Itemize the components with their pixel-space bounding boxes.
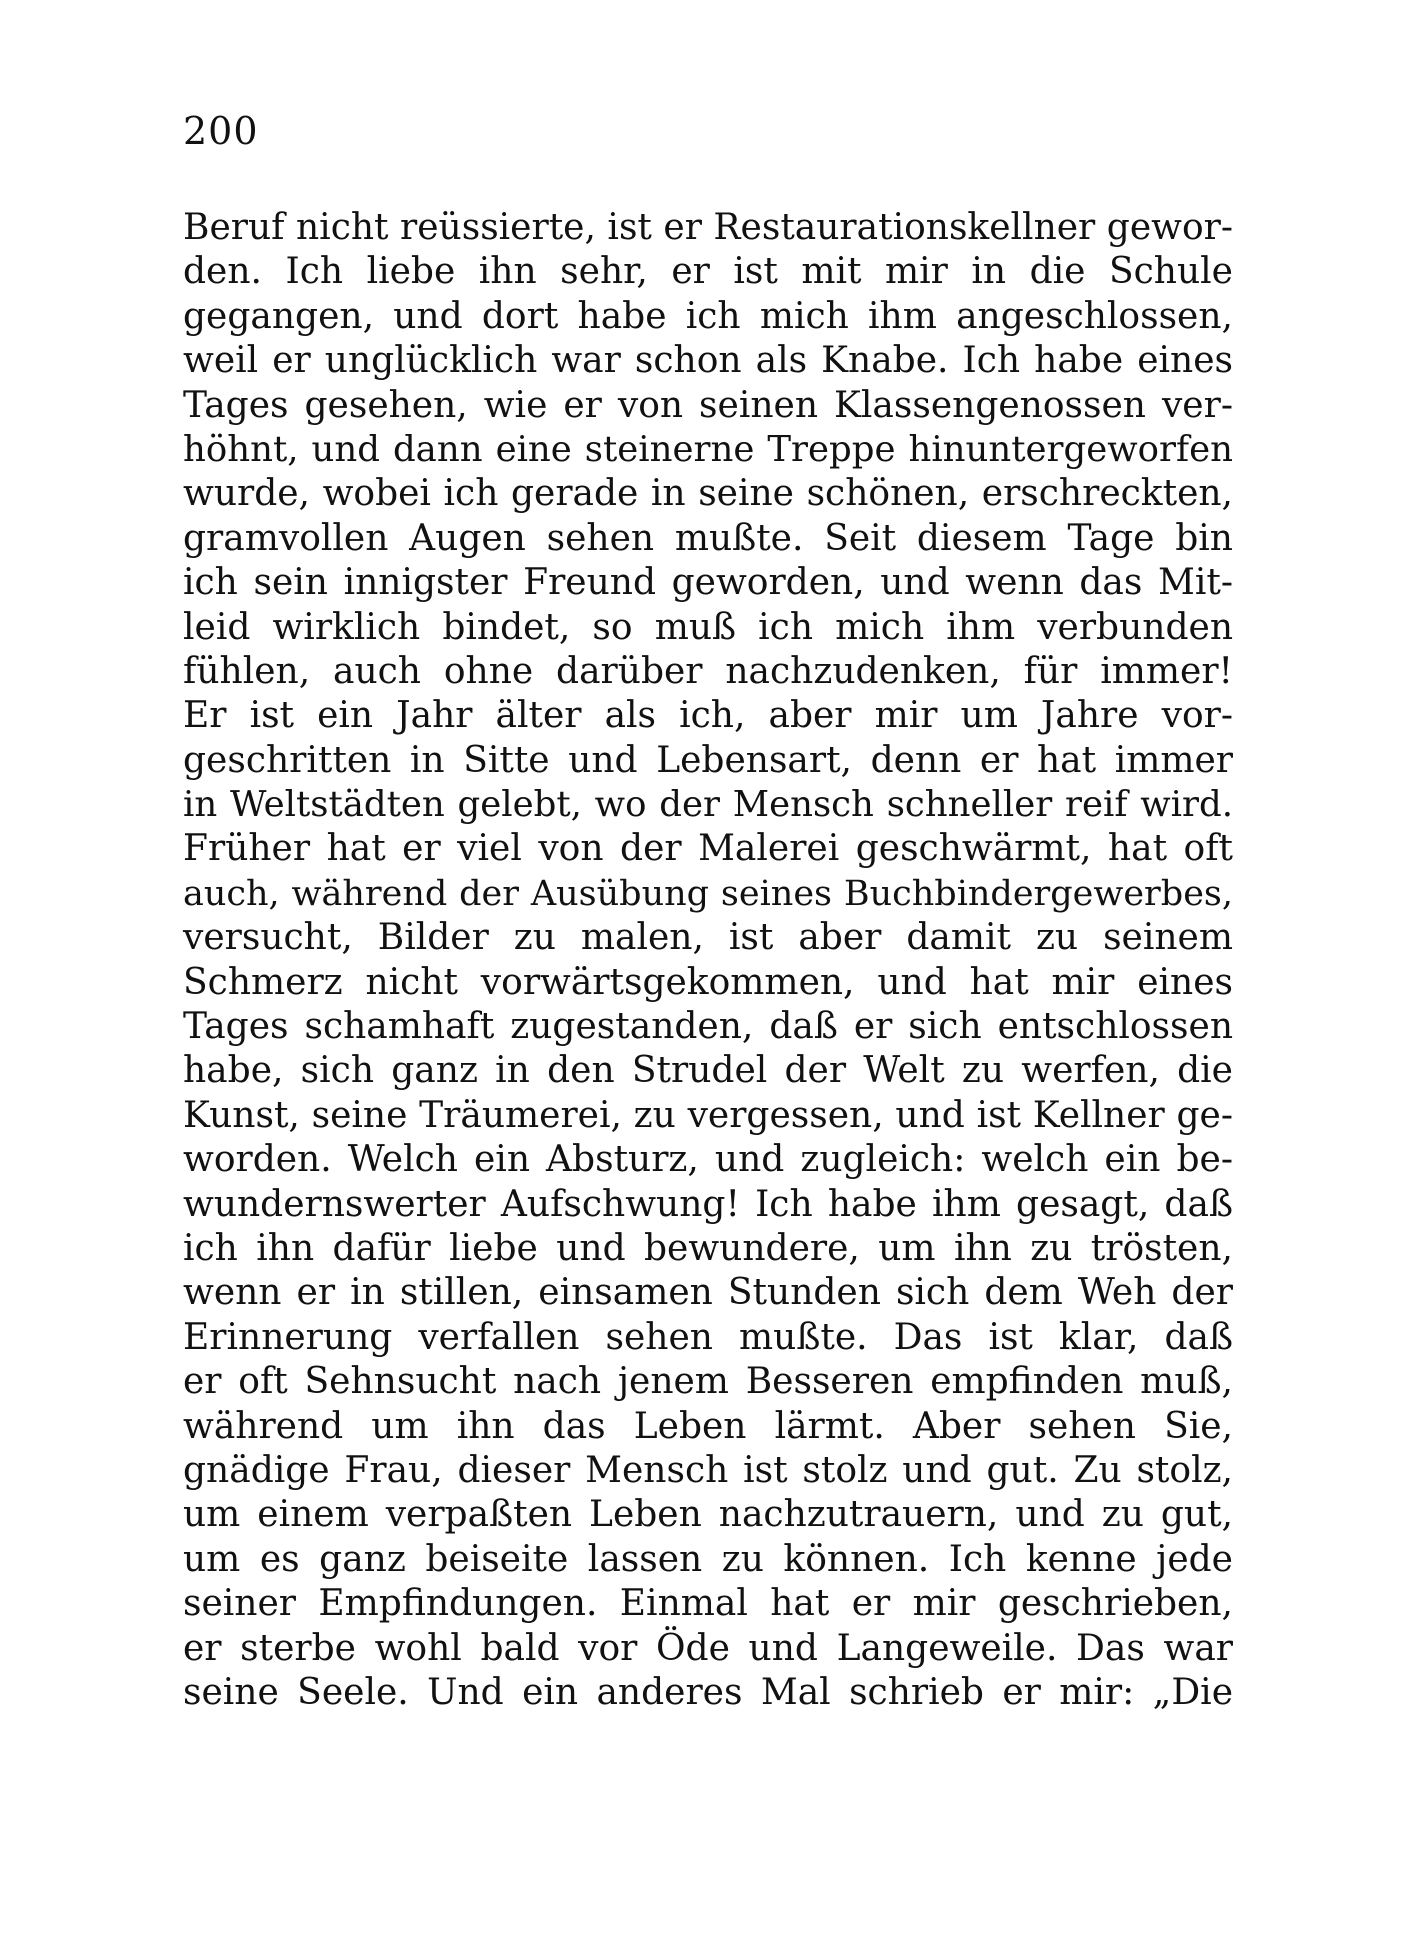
text-line: wundernswerter Aufschwung! Ich habe ihm gesagt, daß [183,1183,1233,1225]
page-number: 200 [183,109,259,153]
text-line: leid wirklich bindet, so muß ich mich ihm verbunden [183,606,1233,648]
text-line: um einem verpaßten Leben nachzutrauern, und zu gut, [183,1494,1233,1536]
body-text [183,206,1233,1715]
text-line: versucht, Bilder zu malen, ist aber damit zu seinem [183,917,1233,959]
text-line: um es ganz beiseite lassen zu können. Ich kenne jede [183,1538,1233,1580]
text-line: seine Seele. Und ein anderes Mal schrieb er mir: „Die [183,1671,1233,1713]
text-line: er sterbe wohl bald vor Öde und Langeweile. Das war [183,1627,1233,1669]
text-line: Kunst, seine Träumerei, zu vergessen, und ist Kellner ge- [183,1094,1233,1136]
text-line: habe, sich ganz in den Strudel der Welt zu werfen, die [183,1050,1233,1092]
text-line: fühlen, auch ohne darüber nachzudenken, für immer! [183,650,1233,692]
text-line: geschritten in Sitte und Lebensart, denn er hat immer [183,739,1233,781]
text-line: den. Ich liebe ihn sehr, er ist mit mir in die Schule [183,251,1233,293]
text-line: worden. Welch ein Absturz, und zugleich: welch ein be- [183,1139,1233,1181]
text-line: Tages schamhaft zugestanden, daß er sich entschlossen [183,1006,1233,1048]
text-line: Tages gesehen, wie er von seinen Klassengenossen ver- [183,384,1233,426]
text-line: seiner Empfindungen. Einmal hat er mir geschrieben, [183,1583,1233,1625]
text-line: während um ihn das Leben lärmt. Aber sehen Sie, [183,1405,1233,1447]
text-line: Früher hat er viel von der Malerei geschwärmt, hat oft [183,828,1233,870]
text-line: in Weltstädten gelebt, wo der Mensch schneller reif wird. [183,784,1233,826]
text-line: höhnt, und dann eine steinerne Treppe hinuntergeworfen [183,428,1233,470]
text-line: Schmerz nicht vorwärtsgekommen, und hat mir eines [183,961,1233,1003]
text-line: gnädige Frau, dieser Mensch ist stolz und gut. Zu stolz, [183,1449,1233,1491]
text-line: wenn er in stillen, einsamen Stunden sich dem Weh der [183,1272,1233,1314]
text-line: Beruf nicht reüssierte, ist er Restaurationskellner gewor- [183,207,1233,248]
text-line: gramvollen Augen sehen mußte. Seit diesem Tage bin [183,517,1233,559]
text-line: Erinnerung verfallen sehen mußte. Das ist klar, daß [183,1316,1233,1358]
text-line: weil er unglücklich war schon als Knabe. Ich habe eines [183,340,1233,382]
text-line: er oft Sehnsucht nach jenem Besseren empfinden muß, [183,1361,1233,1403]
text-line: Er ist ein Jahr älter als ich, aber mir um Jahre vor- [183,695,1233,737]
text-line: wurde, wobei ich gerade in seine schönen, erschreckten, [183,473,1233,515]
text-line: gegangen, und dort habe ich mich ihm angeschlossen, [183,295,1233,337]
text-line: auch, während der Ausübung seines Buchbindergewerbes, [183,873,1233,914]
text-line: ich sein innigster Freund geworden, und wenn das Mit- [183,562,1233,604]
text-line: ich ihn dafür liebe und bewundere, um ihn zu trösten, [183,1227,1233,1269]
